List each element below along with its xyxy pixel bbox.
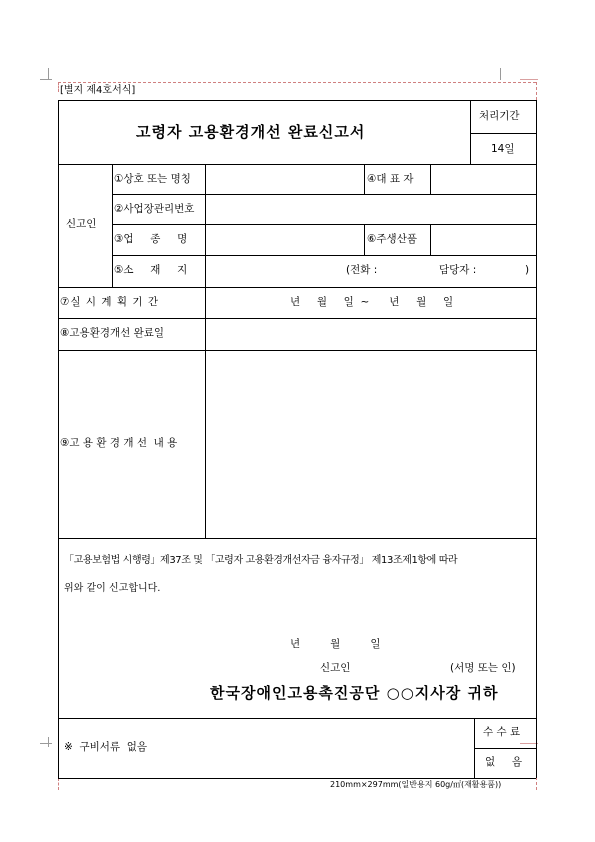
date-line: 년 월 일 — [290, 638, 381, 650]
period-date: 년 월 일 ~ 년 월 일 — [290, 296, 454, 308]
declaration-line-1: 「고용보험법 시행령」제37조 및 「고령자 고용환경개선자금 융자규정」 제13조제1항에 따라 — [64, 555, 458, 566]
fee-value: 없 음 — [485, 756, 522, 768]
fee-label: 수 수 료 — [483, 726, 521, 738]
table-top-border — [58, 100, 536, 101]
declaration-line-2: 위와 같이 신고합니다. — [64, 583, 161, 594]
table-bottom-border — [58, 778, 536, 779]
paper-spec: 210mm×297mm(일반용지 60g/㎡(재활용품)) — [330, 780, 502, 789]
main-product-label: ⑥주생산품 — [367, 233, 417, 245]
signer-label: 신고인 — [320, 662, 351, 674]
signature-note: (서명 또는 인) — [450, 662, 516, 674]
completion-date-label: ⑧고용환경개선 완료일 — [60, 327, 165, 339]
close-paren: ) — [525, 264, 530, 276]
authority-addressee: 한국장애인고용촉진공단 ○○지사장 귀하 — [210, 684, 499, 702]
workplace-number-label: ②사업장관리번호 — [114, 203, 195, 215]
industry-label: ③업 종 명 — [114, 233, 188, 245]
representative-label: ④대 표 자 — [367, 173, 414, 185]
applicant-label: 신고인 — [66, 218, 97, 230]
phone-label: (전화 : — [346, 264, 378, 276]
form-title: 고령자 고용환경개선 완료신고서 — [136, 123, 366, 141]
address-label: ⑤소 재 지 — [114, 264, 188, 276]
form-tag: [별지 제4호서식] — [60, 85, 136, 96]
attachments-note: ※ 구비서류 없음 — [64, 741, 148, 753]
processing-period-label: 처리기간 — [479, 110, 520, 122]
improvement-content-label: ⑨고 용 환 경 개 선 내 용 — [60, 437, 178, 449]
manager-label: 담당자 : — [439, 264, 477, 276]
business-name-label: ①상호 또는 명칭 — [114, 173, 191, 185]
period-label: ⑦실 시 계 획 기 간 — [60, 296, 159, 308]
processing-period-value: 14일 — [491, 143, 515, 155]
